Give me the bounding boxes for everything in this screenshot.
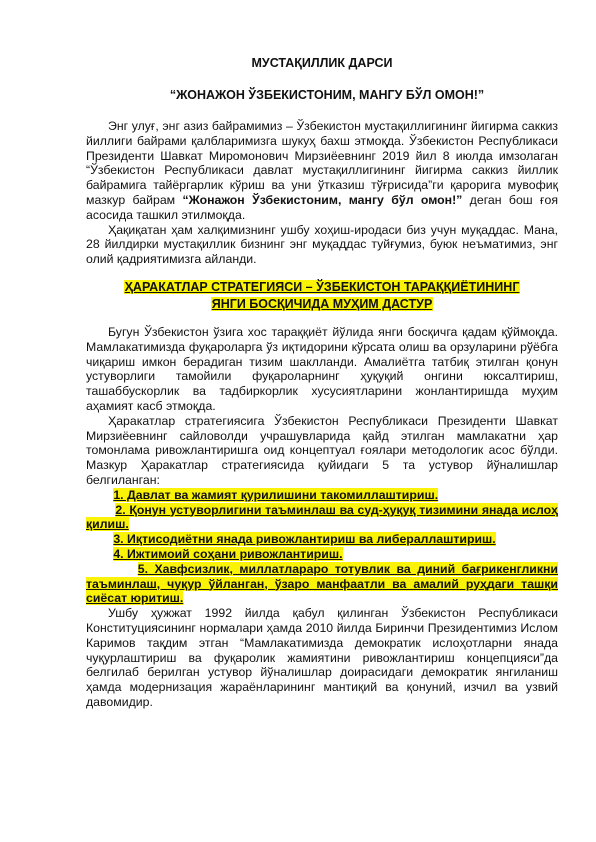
list-item [86, 547, 558, 562]
list-item [86, 488, 558, 503]
document-title: МУСТАҚИЛЛИК ДАРСИ [251, 56, 393, 70]
body-paragraph-2: Ҳаракатлар стратегиясига Ўзбекистон Республикаси Президенти Шавкат Мирзиёевнинг сайловолди учрашувларида қайд этилган мамлакатни ҳар томонлама ривожлантиришга оид концептуал ғоялари методологик асос бўлди. Мазкур Ҳаракатлар стратегиясида қуйидаги 5 та устувор йўналишлар белгиланган: [86, 413, 558, 487]
list-item [86, 532, 558, 547]
section-heading-line-1: ҲАРАКАТЛАР СТРАТЕГИЯСИ – ЎЗБЕКИСТОН ТАРАҚҚИЁТИНИНГ [124, 279, 520, 294]
document-content [86, 56, 558, 710]
section-heading-line-2: ЯНГИ БОСҚИЧИДА МУҲИМ ДАСТУР [211, 296, 433, 311]
section-heading [86, 279, 558, 313]
intro-paragraph-1 [86, 119, 558, 223]
body-paragraph-1: Бугун Ўзбекистон ўзига хос тараққиёт йўлида янги босқичга қадам қўймоқда. Мамлакатимизда фуқароларга ўз иқтидорини кўрсата олиш ва орзуларини рўёбга чиқариш имкон берадиган тизим шаклланди. Амалиётга татбиқ этилган қонун устуворлиги тамойили фуқароларнинг ҳуқуқий онгини юксалтириш, ташаббускорлик ва тадбиркорлик хусусиятларини жонлантиришда муҳим аҳамият касб этмоқда. [86, 324, 558, 413]
priority-list [86, 488, 558, 606]
list-item-text: 5. Хавфсизлик, миллатлараро тотувлик ва диний бағрикенгликни таъминлаш, чуқур ўйланган, ўзаро манфаатли ва амалий руҳдаги ташқи сиёсат юритиш. [86, 561, 558, 606]
list-item-text: 4. Ижтимоий соҳани ривожлантириш. [113, 546, 343, 561]
list-item-text: 2. Қонун устуворлигини таъминлаш ва суд-ҳуқуқ тизимини янада ислоҳ қилиш. [86, 502, 558, 532]
intro-paragraph-2: Ҳақиқатан ҳам халқимизнинг ушбу хоҳиш-иродаси биз учун муқаддас. Мана, 28 йилдирки мустақиллик бизнинг энг муқаддас туйғумиз, буюк неъматимиз, энг олий қадриятимизга айланди. [86, 222, 558, 267]
document-subtitle: “ЖОНАЖОН ЎЗБЕКИСТОНИМ, МАНГУ БЎЛ ОМОН!” [169, 88, 485, 102]
list-item [86, 562, 558, 606]
intro-p1-slogan: “Жонажон Ўзбекистоним, мангу бўл омон!” [182, 192, 463, 207]
list-item [86, 503, 558, 533]
intro-p1-text-2: деган бош ғоя асосида ташкил этилмоқда. [86, 192, 558, 222]
list-item-text: 3. Иқтисодиётни янада ривожлантириш ва либераллаштириш. [113, 532, 496, 547]
intro-p1-text-1: Энг улуғ, энг азиз байрамимиз – Ўзбекистон мустақиллигининг йигирма саккиз йиллиги байрами қалбларимизга шукуҳ бахш этмоқда. Ўзбекистон Республикаси Президенти Шавкат Миромонович Мирзиёевнинг 2019 йил 8 июлда имзолаган “Ўзбекистон Республикаси давлат мустақиллигининг йигирма саккиз йиллик байрамига тайёргарлик кўриш ва уни ўтказиш тўғрисида”ги қарорига мувофиқ мазкур байрам [86, 119, 558, 207]
list-item-text: 1. Давлат ва жамият қурилишини такомиллаштириш. [113, 487, 439, 502]
body-paragraph-3: Ушбу ҳужжат 1992 йилда қабул қилинган Ўзбекистон Республикаси Конституциясининг нормалари ҳамда 2010 йилда Биринчи Президентимиз Ислом Каримов тақдим этган “Мамлакатимизда демократик ислоҳотларни янада чуқурлаштириш ва фуқаролик жамиятини ривожлантириш концепцияси”да белгилаб берилган устувор йўналишлар доирасидаги демократик янгиланиш ҳамда модернизация жараёнларининг мантиқий ва қонуний, изчил ва узвий давомидир. [86, 606, 558, 709]
